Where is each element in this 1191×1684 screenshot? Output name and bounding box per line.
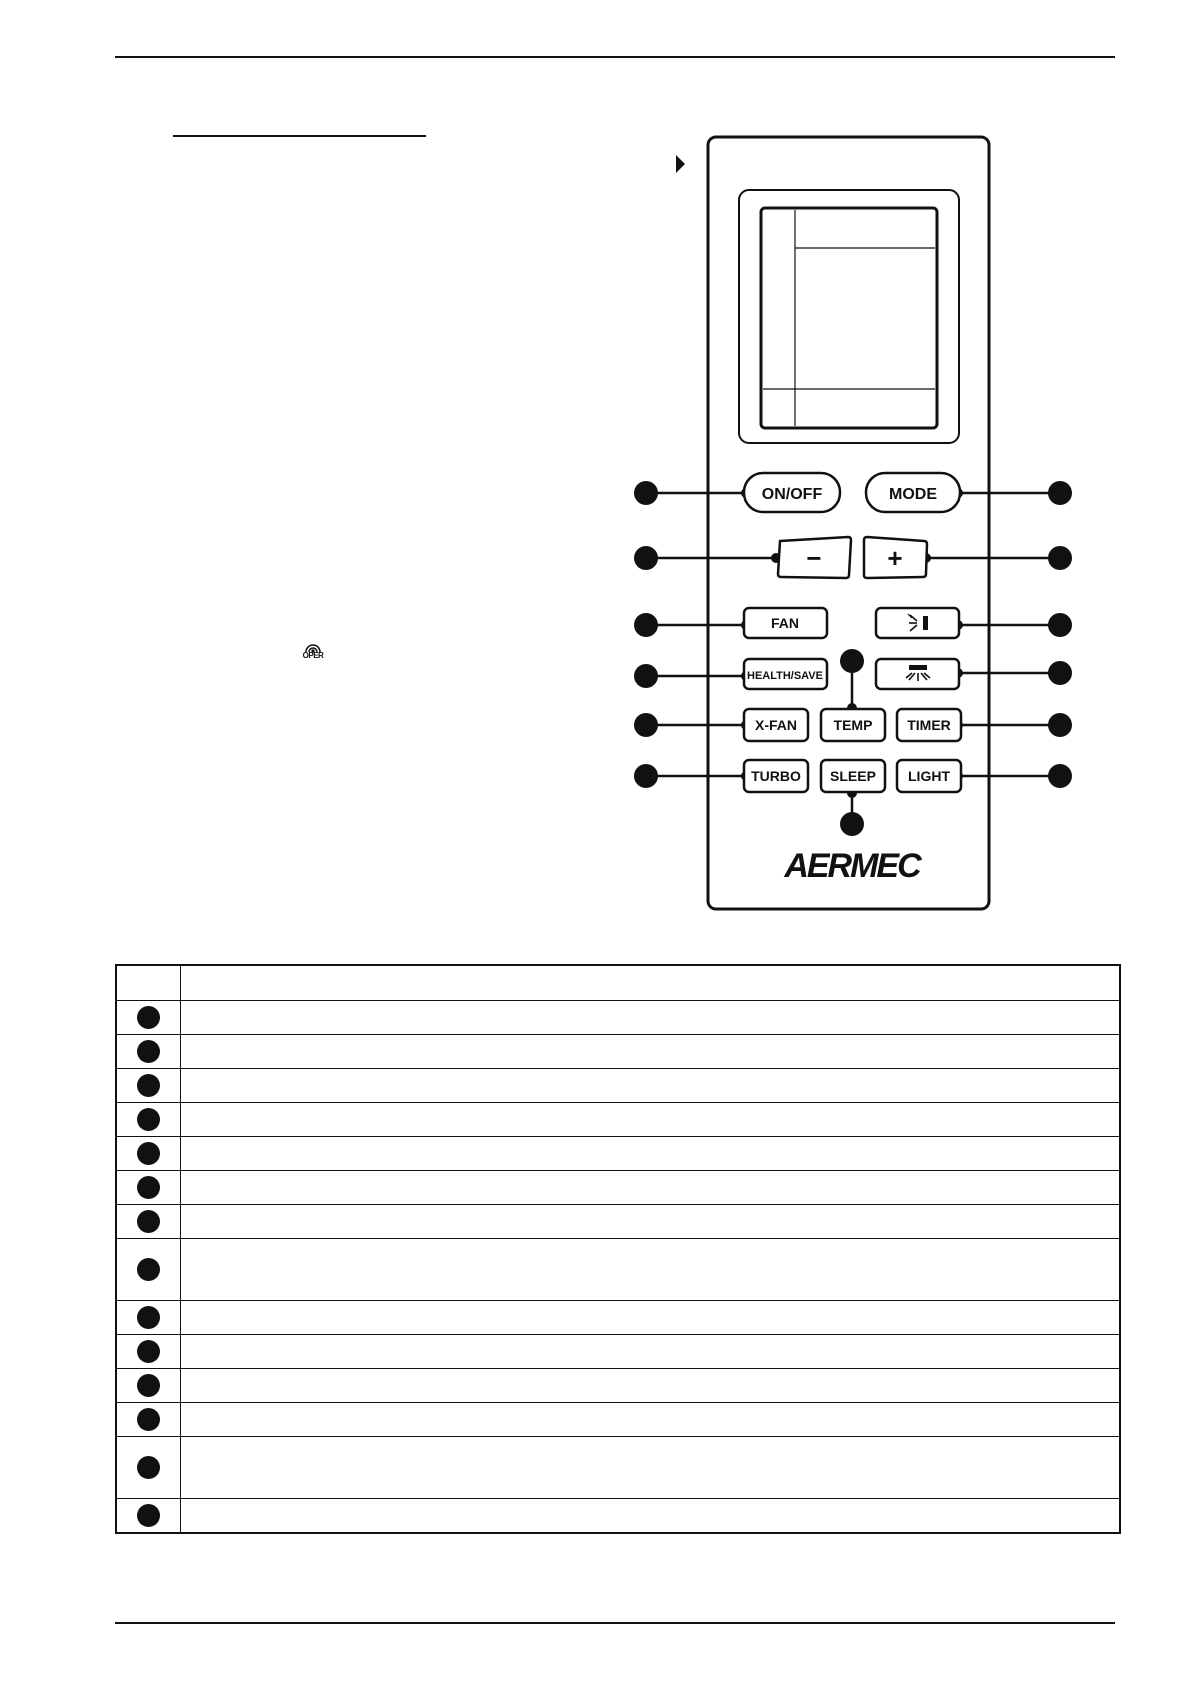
callout-marker <box>840 812 864 836</box>
legend-row <box>116 1069 1120 1103</box>
legend-marker <box>137 1258 160 1281</box>
sleep-label: SLEEP <box>830 768 876 784</box>
callout-marker <box>634 713 658 737</box>
light-label: LIGHT <box>908 768 950 784</box>
callout-marker <box>634 664 658 688</box>
fan-label: FAN <box>771 615 799 631</box>
legend-table <box>115 964 1121 1534</box>
legend-row-description <box>181 1171 1121 1205</box>
display-screen <box>761 208 937 428</box>
legend-row-marker-cell <box>116 1499 181 1534</box>
legend-row-description <box>181 1103 1121 1137</box>
footer-rule <box>115 1622 1115 1624</box>
legend-row-description <box>181 1369 1121 1403</box>
health-save-label: HEALTH/SAVE <box>747 670 823 682</box>
plus-label: + <box>887 543 903 573</box>
legend-row <box>116 1001 1120 1035</box>
turbo-label: TURBO <box>751 768 801 784</box>
minus-label: − <box>806 543 822 573</box>
timer-label: TIMER <box>907 717 951 733</box>
swing-left-right-button <box>876 608 959 638</box>
legend-row-description <box>181 1069 1121 1103</box>
legend-marker <box>137 1456 160 1479</box>
legend-row <box>116 1499 1120 1534</box>
x-fan-label: X-FAN <box>755 717 797 733</box>
legend-row <box>116 1335 1120 1369</box>
callout-marker <box>1048 661 1072 685</box>
legend-row-description <box>181 1499 1121 1534</box>
legend-row-marker-cell <box>116 1035 181 1069</box>
legend-row-marker-cell <box>116 1137 181 1171</box>
legend-row-marker-cell <box>116 1103 181 1137</box>
legend-header-row <box>116 965 1120 1001</box>
legend-row-marker-cell <box>116 1369 181 1403</box>
legend-marker <box>137 1108 160 1131</box>
legend-marker <box>137 1340 160 1363</box>
callout-marker <box>1048 613 1072 637</box>
legend-row-marker-cell <box>116 1171 181 1205</box>
legend-row-marker-cell <box>116 1069 181 1103</box>
temp-label: TEMP <box>833 717 873 733</box>
callout-marker <box>1048 764 1072 788</box>
aermec-logo: AERMEC <box>784 847 920 885</box>
legend-row <box>116 1103 1120 1137</box>
legend-row-description <box>181 1239 1121 1301</box>
legend-marker <box>137 1176 160 1199</box>
legend-row-description <box>181 1437 1121 1499</box>
legend-row-description <box>181 1301 1121 1335</box>
legend-marker <box>137 1504 160 1527</box>
legend-row-marker-cell <box>116 1205 181 1239</box>
legend-row-marker-cell <box>116 1403 181 1437</box>
legend-row-description <box>181 1335 1121 1369</box>
callout-marker <box>634 481 658 505</box>
legend-row-description <box>181 1205 1121 1239</box>
legend-row <box>116 1437 1120 1499</box>
legend-row <box>116 1205 1120 1239</box>
legend-row-description <box>181 1001 1121 1035</box>
legend-row-marker-cell <box>116 1437 181 1499</box>
callout-marker <box>634 764 658 788</box>
callout-marker <box>840 649 864 673</box>
legend-row-description <box>181 1035 1121 1069</box>
legend-marker <box>137 1306 160 1329</box>
legend-row-marker-cell <box>116 1335 181 1369</box>
legend-row <box>116 1403 1120 1437</box>
legend-row-description <box>181 1403 1121 1437</box>
legend-header-desc <box>181 965 1121 1001</box>
legend-marker <box>137 1408 160 1431</box>
legend-marker <box>137 1142 160 1165</box>
legend-row <box>116 1035 1120 1069</box>
callout-marker <box>1048 481 1072 505</box>
legend-marker <box>137 1006 160 1029</box>
legend-row-marker-cell <box>116 1001 181 1035</box>
oper-icon-label: OPER <box>302 651 324 660</box>
display-frame <box>739 190 959 443</box>
callout-marker <box>634 613 658 637</box>
legend-marker <box>137 1074 160 1097</box>
legend-row <box>116 1171 1120 1205</box>
legend-body <box>116 1001 1120 1534</box>
legend-marker <box>137 1374 160 1397</box>
legend-row <box>116 1137 1120 1171</box>
legend-row <box>116 1301 1120 1335</box>
callout-marker <box>634 546 658 570</box>
callout-marker <box>1048 546 1072 570</box>
mode-label: MODE <box>889 486 937 503</box>
legend-row-description <box>181 1137 1121 1171</box>
callout-marker <box>1048 713 1072 737</box>
legend-row <box>116 1239 1120 1301</box>
legend-header-num <box>116 965 181 1001</box>
on-off-label: ON/OFF <box>761 486 823 503</box>
legend-row-marker-cell <box>116 1301 181 1335</box>
legend-marker <box>137 1210 160 1233</box>
legend-row-marker-cell <box>116 1239 181 1301</box>
legend-marker <box>137 1040 160 1063</box>
legend-row <box>116 1369 1120 1403</box>
